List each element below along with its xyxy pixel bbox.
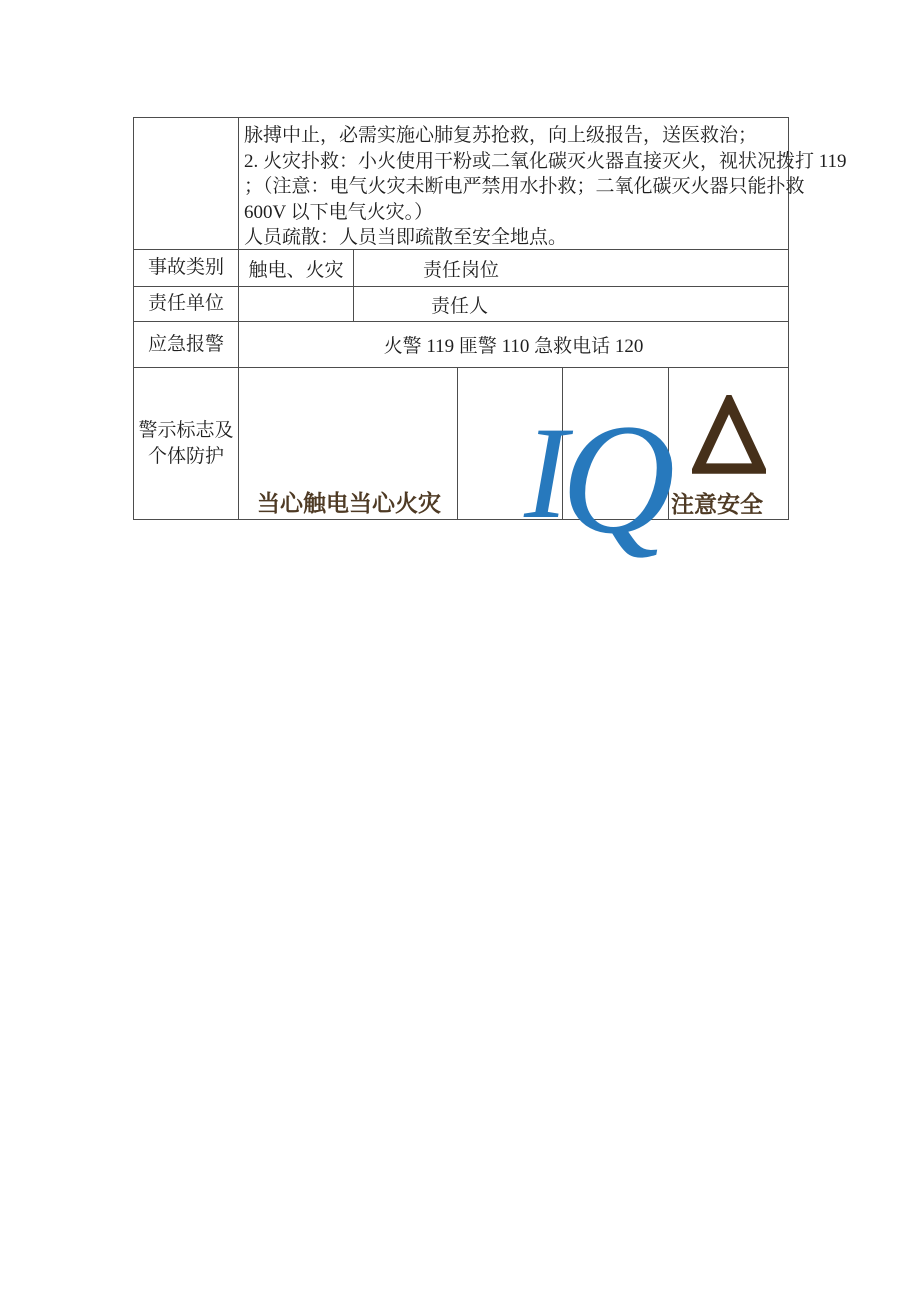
responsible-unit-label: 责任单位 (134, 287, 239, 321)
accident-type-value: 触电、火灾 (239, 250, 354, 286)
safety-attention-caption: 注意安全 (671, 491, 763, 517)
row-emergency-procedure (134, 118, 847, 250)
placeholder-letter-q: Q (561, 392, 676, 567)
emergency-alarm-label: 应急报警 (134, 322, 239, 367)
warning-triangle-icon (692, 395, 766, 479)
responsible-unit-value (239, 287, 354, 321)
row-accident-type (134, 250, 788, 287)
procedure-line: 600V 以下电气火灾。） (244, 201, 434, 223)
responsible-post-label: 责任岗位 (423, 259, 500, 281)
missing-image-placeholder-i (458, 368, 568, 546)
placeholder-letter-i: I (524, 399, 568, 546)
procedure-line: 脉搏中止，必需实施心肺复苏抢救，向上级报告，送医救治； (244, 125, 758, 146)
warning-signs-label-text: 警示标志及个体防护 (138, 419, 234, 467)
sign-caption-cell (239, 368, 458, 519)
row-warning-signs (134, 368, 788, 567)
accident-type-label: 事故类别 (134, 250, 239, 286)
emergency-response-table (133, 117, 847, 567)
safety-attention-cell (669, 368, 788, 519)
procedure-line: ；（注意：电气火灾未断电严禁用水扑救；二氧化碳灭火器只能扑救 (244, 176, 805, 197)
emergency-alarm-numbers: 火警 119 匪警 110 急救电话 120 (383, 336, 644, 357)
warning-signs-label (134, 368, 239, 519)
row-emergency-alarm (134, 322, 788, 368)
missing-image-placeholder-q (561, 368, 676, 567)
emergency-procedure-text (239, 118, 851, 249)
row-responsible-unit (134, 287, 788, 322)
electric-fire-warning-caption: 当心触电当心火灾 (257, 490, 441, 516)
empty-label-cell (134, 118, 239, 249)
procedure-line: 人员疏散：人员当即疏散至安全地点。 (244, 227, 568, 248)
procedure-line: 2. 火灾扑救：小火使用干粉或二氧化碳灭火器直接灭火，视状况拨打 119 (244, 150, 847, 172)
responsible-person-label: 责任人 (431, 295, 489, 317)
